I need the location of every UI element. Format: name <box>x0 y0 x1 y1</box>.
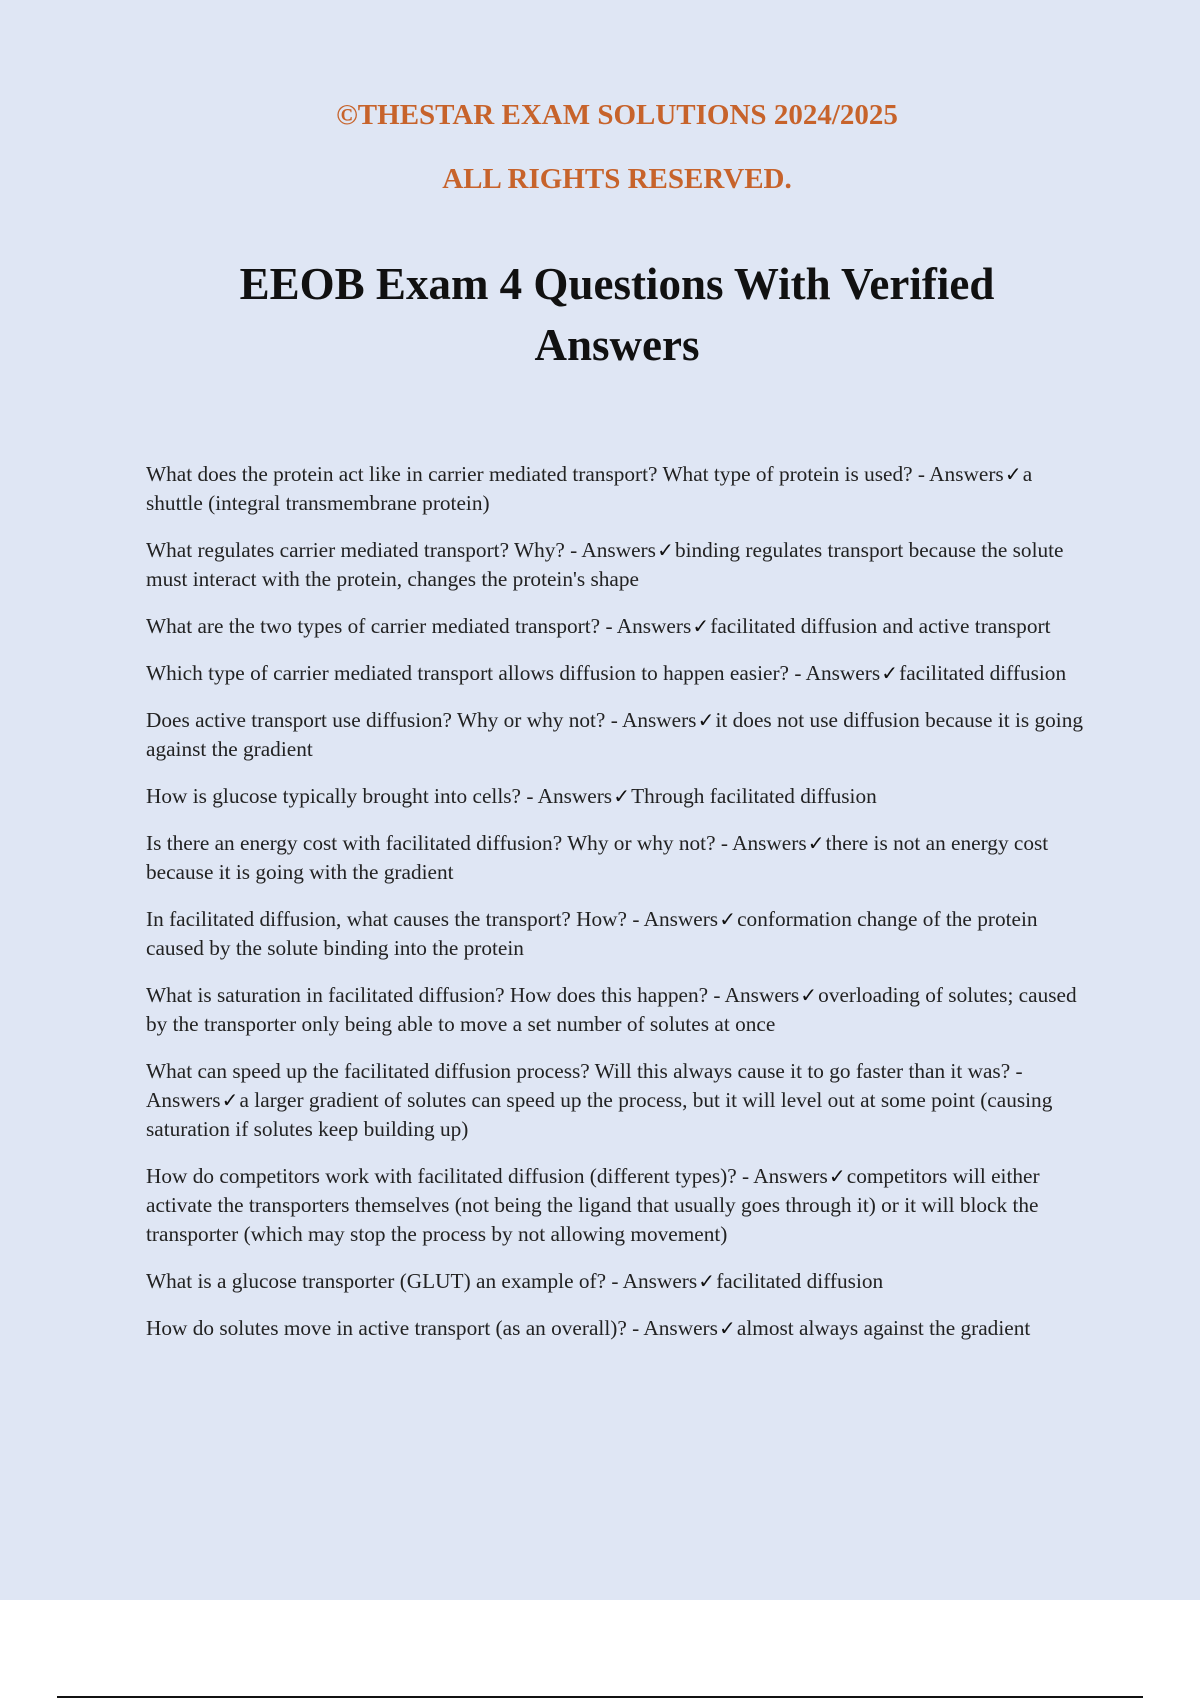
check-icon: ✓ <box>881 661 898 685</box>
answer-text: overloading of solutes; caused by the transporter only being able to move a set number of solutes at once <box>146 983 1077 1036</box>
rights-header: ALL RIGHTS RESERVED. <box>442 163 792 195</box>
question-text: What does the protein act like in carrier mediated transport? What type of protein is used? <box>146 462 913 486</box>
document-title: EEOB Exam 4 Questions With Verified Answers <box>239 259 995 370</box>
answer-text: a shuttle (integral transmembrane protein) <box>146 462 1033 515</box>
question-text: What is saturation in facilitated diffusion? How does this happen? <box>146 983 709 1007</box>
answer-text: facilitated diffusion <box>899 661 1067 685</box>
qa-item <box>146 905 1091 963</box>
question-text: What are the two types of carrier mediated transport? <box>146 614 601 638</box>
question-text: In facilitated diffusion, what causes the transport? How? <box>146 907 627 931</box>
answer-prefix: - Answers <box>521 784 613 808</box>
check-icon: ✓ <box>692 614 710 638</box>
qa-item <box>146 1314 1091 1343</box>
answer-prefix: - Answers <box>627 907 719 931</box>
answer-prefix: - Answers <box>600 614 692 638</box>
question-text: Does active transport use diffusion? Why or why not? <box>146 708 606 732</box>
question-text: Which type of carrier mediated transport allows diffusion to happen easier? <box>146 661 790 685</box>
answer-text: facilitated diffusion and active transport <box>710 614 1051 638</box>
check-icon: ✓ <box>828 1164 846 1188</box>
answer-text: almost always against the gradient <box>736 1316 1031 1340</box>
check-icon: ✓ <box>221 1088 239 1112</box>
check-icon: ✓ <box>807 831 825 855</box>
qa-item <box>146 706 1091 764</box>
answer-text: competitors will either activate the transporters themselves (not being the ligand that usually goes through it) or it will block the transporter (which may stop the process by not allowing movement) <box>146 1164 1040 1246</box>
answer-text: there is not an energy cost because it is going with the gradient <box>146 831 1049 884</box>
check-icon: ✓ <box>697 708 715 732</box>
answer-text: Through facilitated diffusion <box>631 784 877 808</box>
answer-prefix: - Answers <box>564 538 656 562</box>
qa-item <box>146 659 1091 688</box>
question-text: How do competitors work with facilitated diffusion (different types)? <box>146 1164 737 1188</box>
qa-list <box>146 460 1091 1361</box>
qa-item <box>146 829 1091 887</box>
answer-text: a larger gradient of solutes can speed up the process, but it will level out at some point (causing saturation if solutes keep building up) <box>146 1088 1053 1141</box>
check-icon: ✓ <box>657 538 674 562</box>
answer-text: it does not use diffusion because it is going against the gradient <box>146 708 1084 761</box>
answer-text: conformation change of the protein caused by the solute binding into the protein <box>146 907 1038 960</box>
qa-item <box>146 536 1091 594</box>
question-text: How is glucose typically brought into cells? <box>146 784 521 808</box>
qa-item <box>146 612 1091 641</box>
qa-item <box>146 1267 1091 1296</box>
question-text: Is there an energy cost with facilitated diffusion? Why or why not? <box>146 831 716 855</box>
answer-prefix: - Answers <box>606 1269 698 1293</box>
answer-prefix: - Answers <box>146 1059 1023 1112</box>
answer-prefix: - Answers <box>715 831 807 855</box>
qa-item <box>146 981 1091 1039</box>
check-icon: ✓ <box>613 784 630 808</box>
check-icon: ✓ <box>1004 462 1022 486</box>
check-icon: ✓ <box>698 1269 716 1293</box>
question-text: What can speed up the facilitated diffusion process? Will this always cause it to go faster than it was? <box>146 1059 1011 1083</box>
answer-text: facilitated diffusion <box>716 1269 884 1293</box>
answer-prefix: - Answers <box>736 1164 828 1188</box>
answer-prefix: - Answers <box>789 661 881 685</box>
qa-item <box>146 1057 1091 1144</box>
answer-prefix: - Answers <box>626 1316 718 1340</box>
check-icon: ✓ <box>719 1316 736 1340</box>
footer-divider <box>57 1696 1143 1698</box>
qa-item <box>146 460 1091 518</box>
answer-prefix: - Answers <box>605 708 697 732</box>
question-text: How do solutes move in active transport (as an overall)? <box>146 1316 627 1340</box>
check-icon: ✓ <box>800 983 818 1007</box>
qa-item <box>146 1162 1091 1249</box>
copyright-header: ©THESTAR EXAM SOLUTIONS 2024/2025 <box>336 99 898 131</box>
answer-prefix: - Answers <box>708 983 800 1007</box>
answer-prefix: - Answers <box>912 462 1004 486</box>
answer-text: binding regulates transport because the solute must interact with the protein, changes the protein's shape <box>146 538 1064 591</box>
check-icon: ✓ <box>719 907 736 931</box>
qa-item <box>146 782 1091 811</box>
question-text: What is a glucose transporter (GLUT) an example of? <box>146 1269 607 1293</box>
question-text: What regulates carrier mediated transport? Why? <box>146 538 565 562</box>
